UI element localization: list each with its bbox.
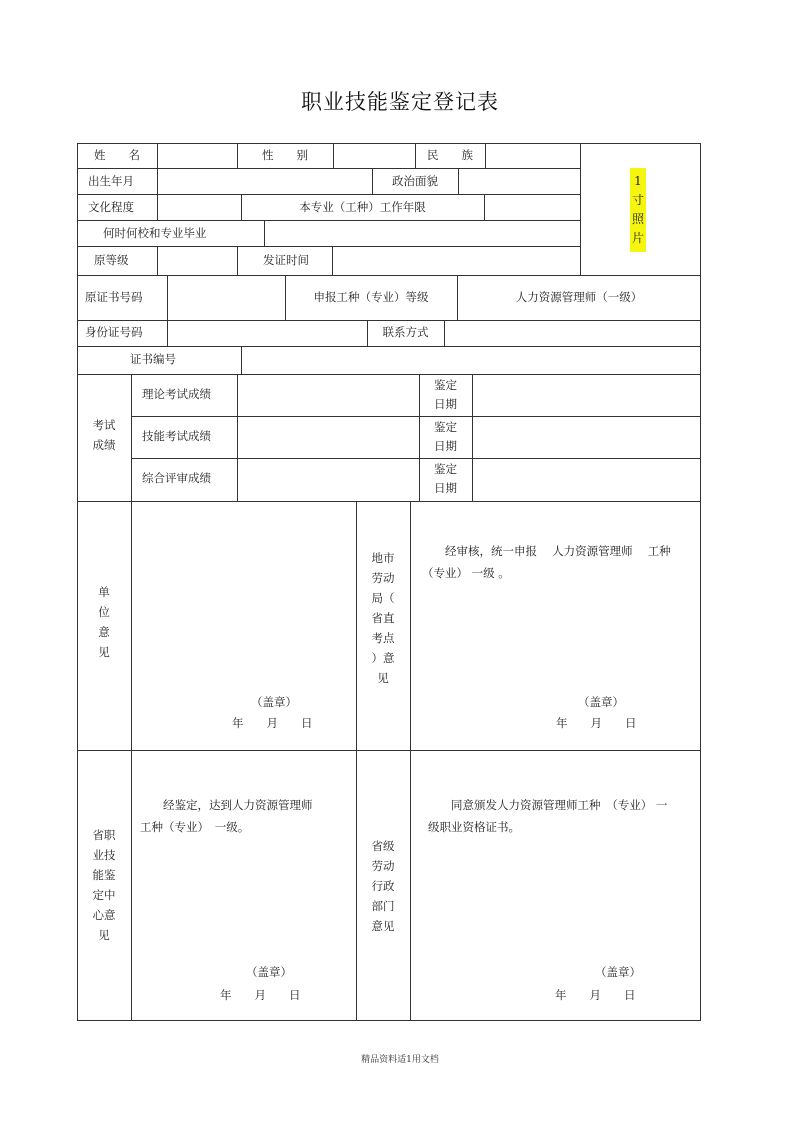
value-apply-level: 人力资源管理师（一级）: [515, 290, 643, 304]
label-name: 姓 名: [94, 148, 140, 162]
label-skill-score: 技能考试成绩: [142, 429, 211, 443]
center-opinion-text: 经鉴定，达到人力资源管理师 工种（专业） 一级。: [140, 798, 313, 834]
city-opinion-text: 经审核，统一申报 人力资源管理师 工种 （专业） 一级 。: [422, 544, 671, 580]
center-date: 年 月 日: [220, 988, 301, 1002]
unit-date: 年 月 日: [232, 716, 313, 730]
label-apply-level: 申报工种（专业）等级: [313, 290, 429, 304]
label-political-status: 政治面貌: [392, 174, 438, 188]
label-contact: 联系方式: [382, 325, 429, 339]
label-unit-opinion: 单 位 意 见: [98, 585, 110, 659]
page-title: 职业技能鉴定登记表: [301, 90, 499, 114]
label-exam-scores: 考试 成绩: [92, 418, 116, 452]
label-city-labor-opinion: 地市 劳动 局（ 省直 考点 ）意 见: [371, 551, 395, 685]
label-work-years: 本专业（工种）工作年限: [299, 200, 426, 214]
label-theory-score: 理论考试成绩: [142, 387, 211, 401]
label-review-date: 鉴定 日期: [434, 462, 457, 495]
photo-placeholder: 1 寸 照 片: [630, 168, 646, 252]
province-seal: （盖章）: [595, 965, 641, 979]
label-original-level: 原等级: [94, 253, 129, 267]
label-graduation: 何时何校和专业毕业: [103, 226, 207, 240]
center-seal: （盖章）: [246, 965, 292, 979]
label-certificate-no: 证书编号: [130, 352, 176, 366]
label-id-number: 身份证号码: [85, 325, 143, 339]
label-center-opinion: 省职 业技 能鉴 定中 心意 见: [92, 828, 116, 942]
city-seal: （盖章）: [578, 695, 624, 709]
label-original-certificate-no: 原证书号码: [85, 290, 143, 304]
page-footer: 精品资料适1用文档: [361, 1055, 439, 1065]
label-review-score: 综合评审成绩: [142, 471, 211, 485]
label-theory-date: 鉴定 日期: [434, 378, 457, 411]
province-date: 年 月 日: [555, 988, 636, 1002]
label-gender: 性 别: [262, 148, 308, 162]
city-date: 年 月 日: [556, 716, 637, 730]
province-opinion-text: 同意颁发人力资源管理师工种 （专业） 一 级职业资格证书。: [428, 798, 668, 834]
label-birth-date: 出生年月: [88, 174, 134, 188]
unit-seal: （盖章）: [251, 695, 297, 709]
label-ethnicity: 民 族: [427, 148, 473, 162]
label-skill-date: 鉴定 日期: [434, 420, 457, 453]
label-province-opinion: 省级 劳动 行政 部门 意见: [371, 839, 395, 933]
label-education: 文化程度: [88, 200, 134, 214]
label-certificate-date: 发证时间: [263, 253, 309, 267]
